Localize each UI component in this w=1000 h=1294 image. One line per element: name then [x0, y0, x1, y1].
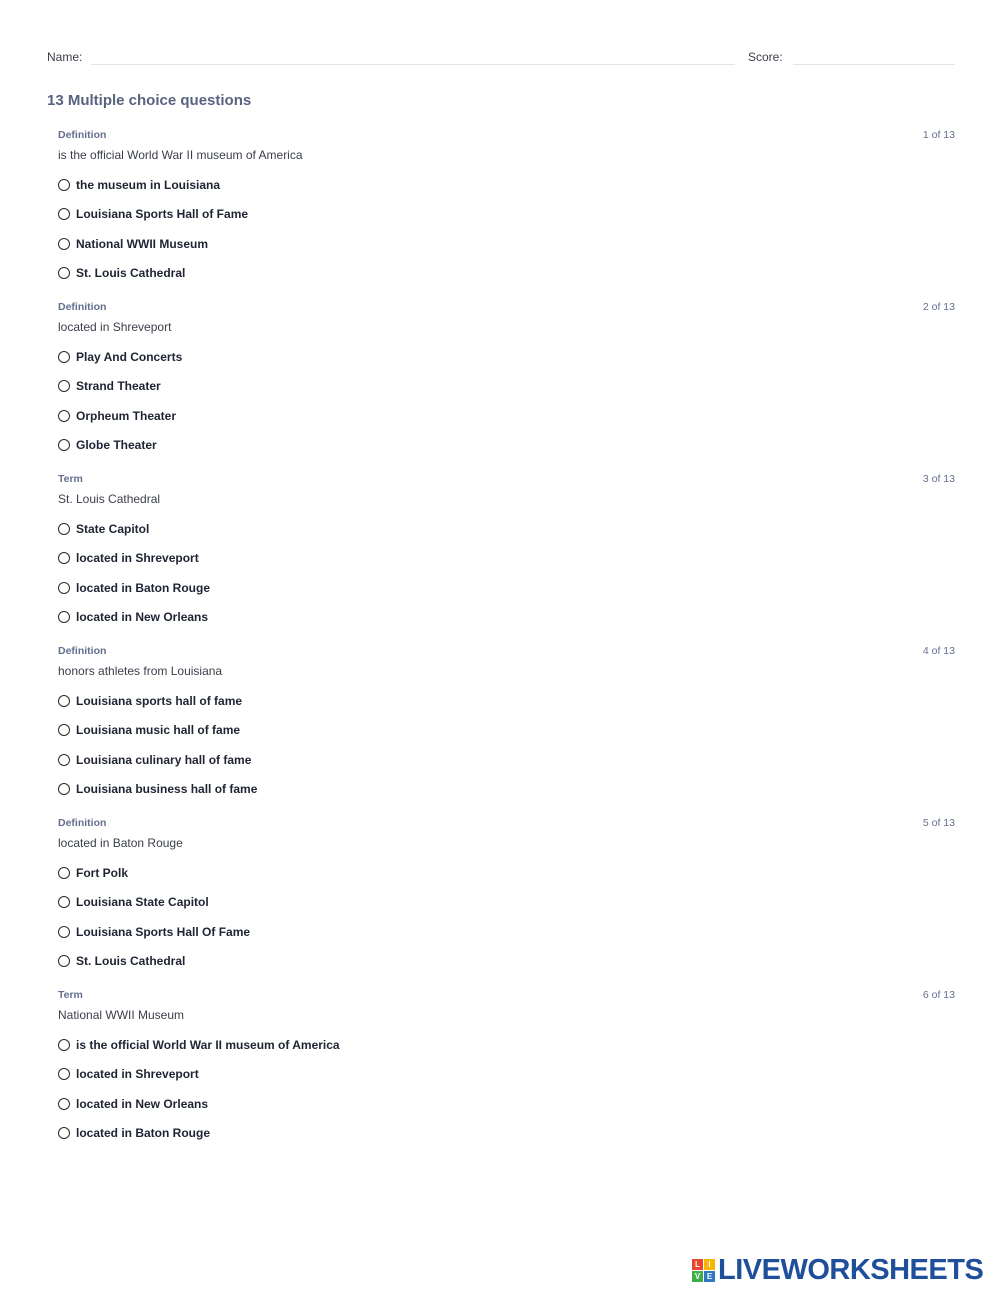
radio-button-icon[interactable] — [58, 1068, 70, 1080]
option-label: Louisiana Sports Hall of Fame — [76, 207, 249, 221]
radio-button-icon[interactable] — [58, 896, 70, 908]
radio-button-icon[interactable] — [58, 179, 70, 191]
radio-button-icon[interactable] — [58, 351, 70, 363]
answer-option[interactable] — [58, 923, 250, 941]
question-prompt: is the official World War II museum of America — [58, 148, 303, 162]
name-label: Name: — [47, 50, 83, 64]
radio-button-icon[interactable] — [58, 724, 70, 736]
option-label: St. Louis Cathedral — [76, 266, 186, 280]
radio-button-icon[interactable] — [58, 926, 70, 938]
answer-option[interactable] — [58, 1095, 208, 1113]
option-label: Louisiana State Capitol — [76, 895, 209, 909]
question-type: Definition — [58, 301, 107, 313]
radio-button-icon[interactable] — [58, 380, 70, 392]
question-counter: 6 of 13 — [922, 989, 955, 1001]
liveworksheets-logo — [692, 1255, 983, 1285]
question-card — [58, 815, 955, 987]
question-type: Term — [58, 989, 83, 1001]
answer-option[interactable] — [58, 1065, 199, 1083]
radio-button-icon[interactable] — [58, 267, 70, 279]
radio-button-icon[interactable] — [58, 552, 70, 564]
answer-option[interactable] — [58, 436, 157, 454]
radio-button-icon[interactable] — [58, 1039, 70, 1051]
logo-mark-icon — [692, 1259, 715, 1282]
answer-option[interactable] — [58, 780, 257, 798]
answer-option[interactable] — [58, 692, 242, 710]
answer-option[interactable] — [58, 608, 208, 626]
answer-option[interactable] — [58, 377, 161, 395]
option-label: located in New Orleans — [76, 610, 209, 624]
option-label: Strand Theater — [76, 379, 161, 393]
option-label: located in New Orleans — [76, 1097, 209, 1111]
score-label: Score: — [748, 50, 783, 64]
radio-button-icon[interactable] — [58, 754, 70, 766]
question-type: Definition — [58, 817, 107, 829]
option-label: Louisiana Sports Hall Of Fame — [76, 925, 251, 939]
radio-button-icon[interactable] — [58, 611, 70, 623]
question-type: Definition — [58, 645, 107, 657]
option-label: located in Baton Rouge — [76, 581, 211, 595]
option-label: Fort Polk — [76, 866, 129, 880]
option-label: located in Baton Rouge — [76, 1126, 211, 1140]
option-label: Louisiana business hall of fame — [76, 782, 258, 796]
radio-button-icon[interactable] — [58, 1127, 70, 1139]
option-label: Globe Theater — [76, 438, 157, 452]
answer-option[interactable] — [58, 893, 209, 911]
option-label: is the official World War II museum of America — [76, 1038, 340, 1052]
question-prompt: located in Shreveport — [58, 320, 172, 334]
question-counter: 1 of 13 — [922, 129, 955, 141]
answer-option[interactable] — [58, 549, 199, 567]
question-prompt: National WWII Museum — [58, 1008, 185, 1022]
question-counter: 4 of 13 — [922, 645, 955, 657]
option-label: Louisiana culinary hall of fame — [76, 753, 252, 767]
radio-button-icon[interactable] — [58, 208, 70, 220]
radio-button-icon[interactable] — [58, 867, 70, 879]
option-label: National WWII Museum — [76, 237, 208, 251]
question-card — [58, 643, 955, 815]
answer-option[interactable] — [58, 1124, 210, 1142]
question-type: Definition — [58, 129, 107, 141]
answer-option[interactable] — [58, 348, 182, 366]
logo-text: LIVEWORKSHEETS — [718, 1254, 984, 1286]
radio-button-icon[interactable] — [58, 439, 70, 451]
answer-option[interactable] — [58, 864, 128, 882]
question-card — [58, 471, 955, 643]
radio-button-icon[interactable] — [58, 523, 70, 535]
logo-cell: E — [704, 1271, 715, 1282]
option-label: St. Louis Cathedral — [76, 954, 186, 968]
question-prompt: St. Louis Cathedral — [58, 492, 161, 506]
radio-button-icon[interactable] — [58, 955, 70, 967]
radio-button-icon[interactable] — [58, 695, 70, 707]
question-prompt: located in Baton Rouge — [58, 836, 183, 850]
radio-button-icon[interactable] — [58, 783, 70, 795]
option-label: located in Shreveport — [76, 551, 199, 565]
worksheet-header — [47, 48, 955, 68]
question-counter: 2 of 13 — [922, 301, 955, 313]
radio-button-icon[interactable] — [58, 1098, 70, 1110]
question-prompt: honors athletes from Louisiana — [58, 664, 223, 678]
answer-option[interactable] — [58, 721, 240, 739]
question-card — [58, 987, 955, 1159]
score-input-line[interactable] — [793, 64, 955, 65]
question-card — [58, 127, 955, 299]
option-label: State Capitol — [76, 522, 150, 536]
logo-cell: L — [692, 1259, 703, 1270]
question-type: Term — [58, 473, 83, 485]
answer-option[interactable] — [58, 264, 185, 282]
option-label: Louisiana music hall of fame — [76, 723, 241, 737]
section-title: 13 Multiple choice questions — [47, 92, 252, 109]
answer-option[interactable] — [58, 520, 149, 538]
question-card — [58, 299, 955, 471]
option-label: Play And Concerts — [76, 350, 183, 364]
question-counter: 3 of 13 — [922, 473, 955, 485]
answer-option[interactable] — [58, 952, 185, 970]
answer-option[interactable] — [58, 579, 210, 597]
answer-option[interactable] — [58, 1036, 340, 1054]
radio-button-icon[interactable] — [58, 238, 70, 250]
question-counter: 5 of 13 — [922, 817, 955, 829]
radio-button-icon[interactable] — [58, 582, 70, 594]
answer-option[interactable] — [58, 751, 251, 769]
logo-cell: V — [692, 1271, 703, 1282]
answer-option[interactable] — [58, 176, 220, 194]
answer-option[interactable] — [58, 235, 208, 253]
option-label: Orpheum Theater — [76, 409, 177, 423]
logo-cell: I — [704, 1259, 715, 1270]
answer-option[interactable] — [58, 407, 176, 425]
option-label: Louisiana sports hall of fame — [76, 694, 243, 708]
option-label: located in Shreveport — [76, 1067, 199, 1081]
option-label: the museum in Louisiana — [76, 178, 221, 192]
answer-option[interactable] — [58, 205, 248, 223]
radio-button-icon[interactable] — [58, 410, 70, 422]
question-list — [58, 127, 955, 1159]
name-input-line[interactable] — [91, 64, 735, 65]
